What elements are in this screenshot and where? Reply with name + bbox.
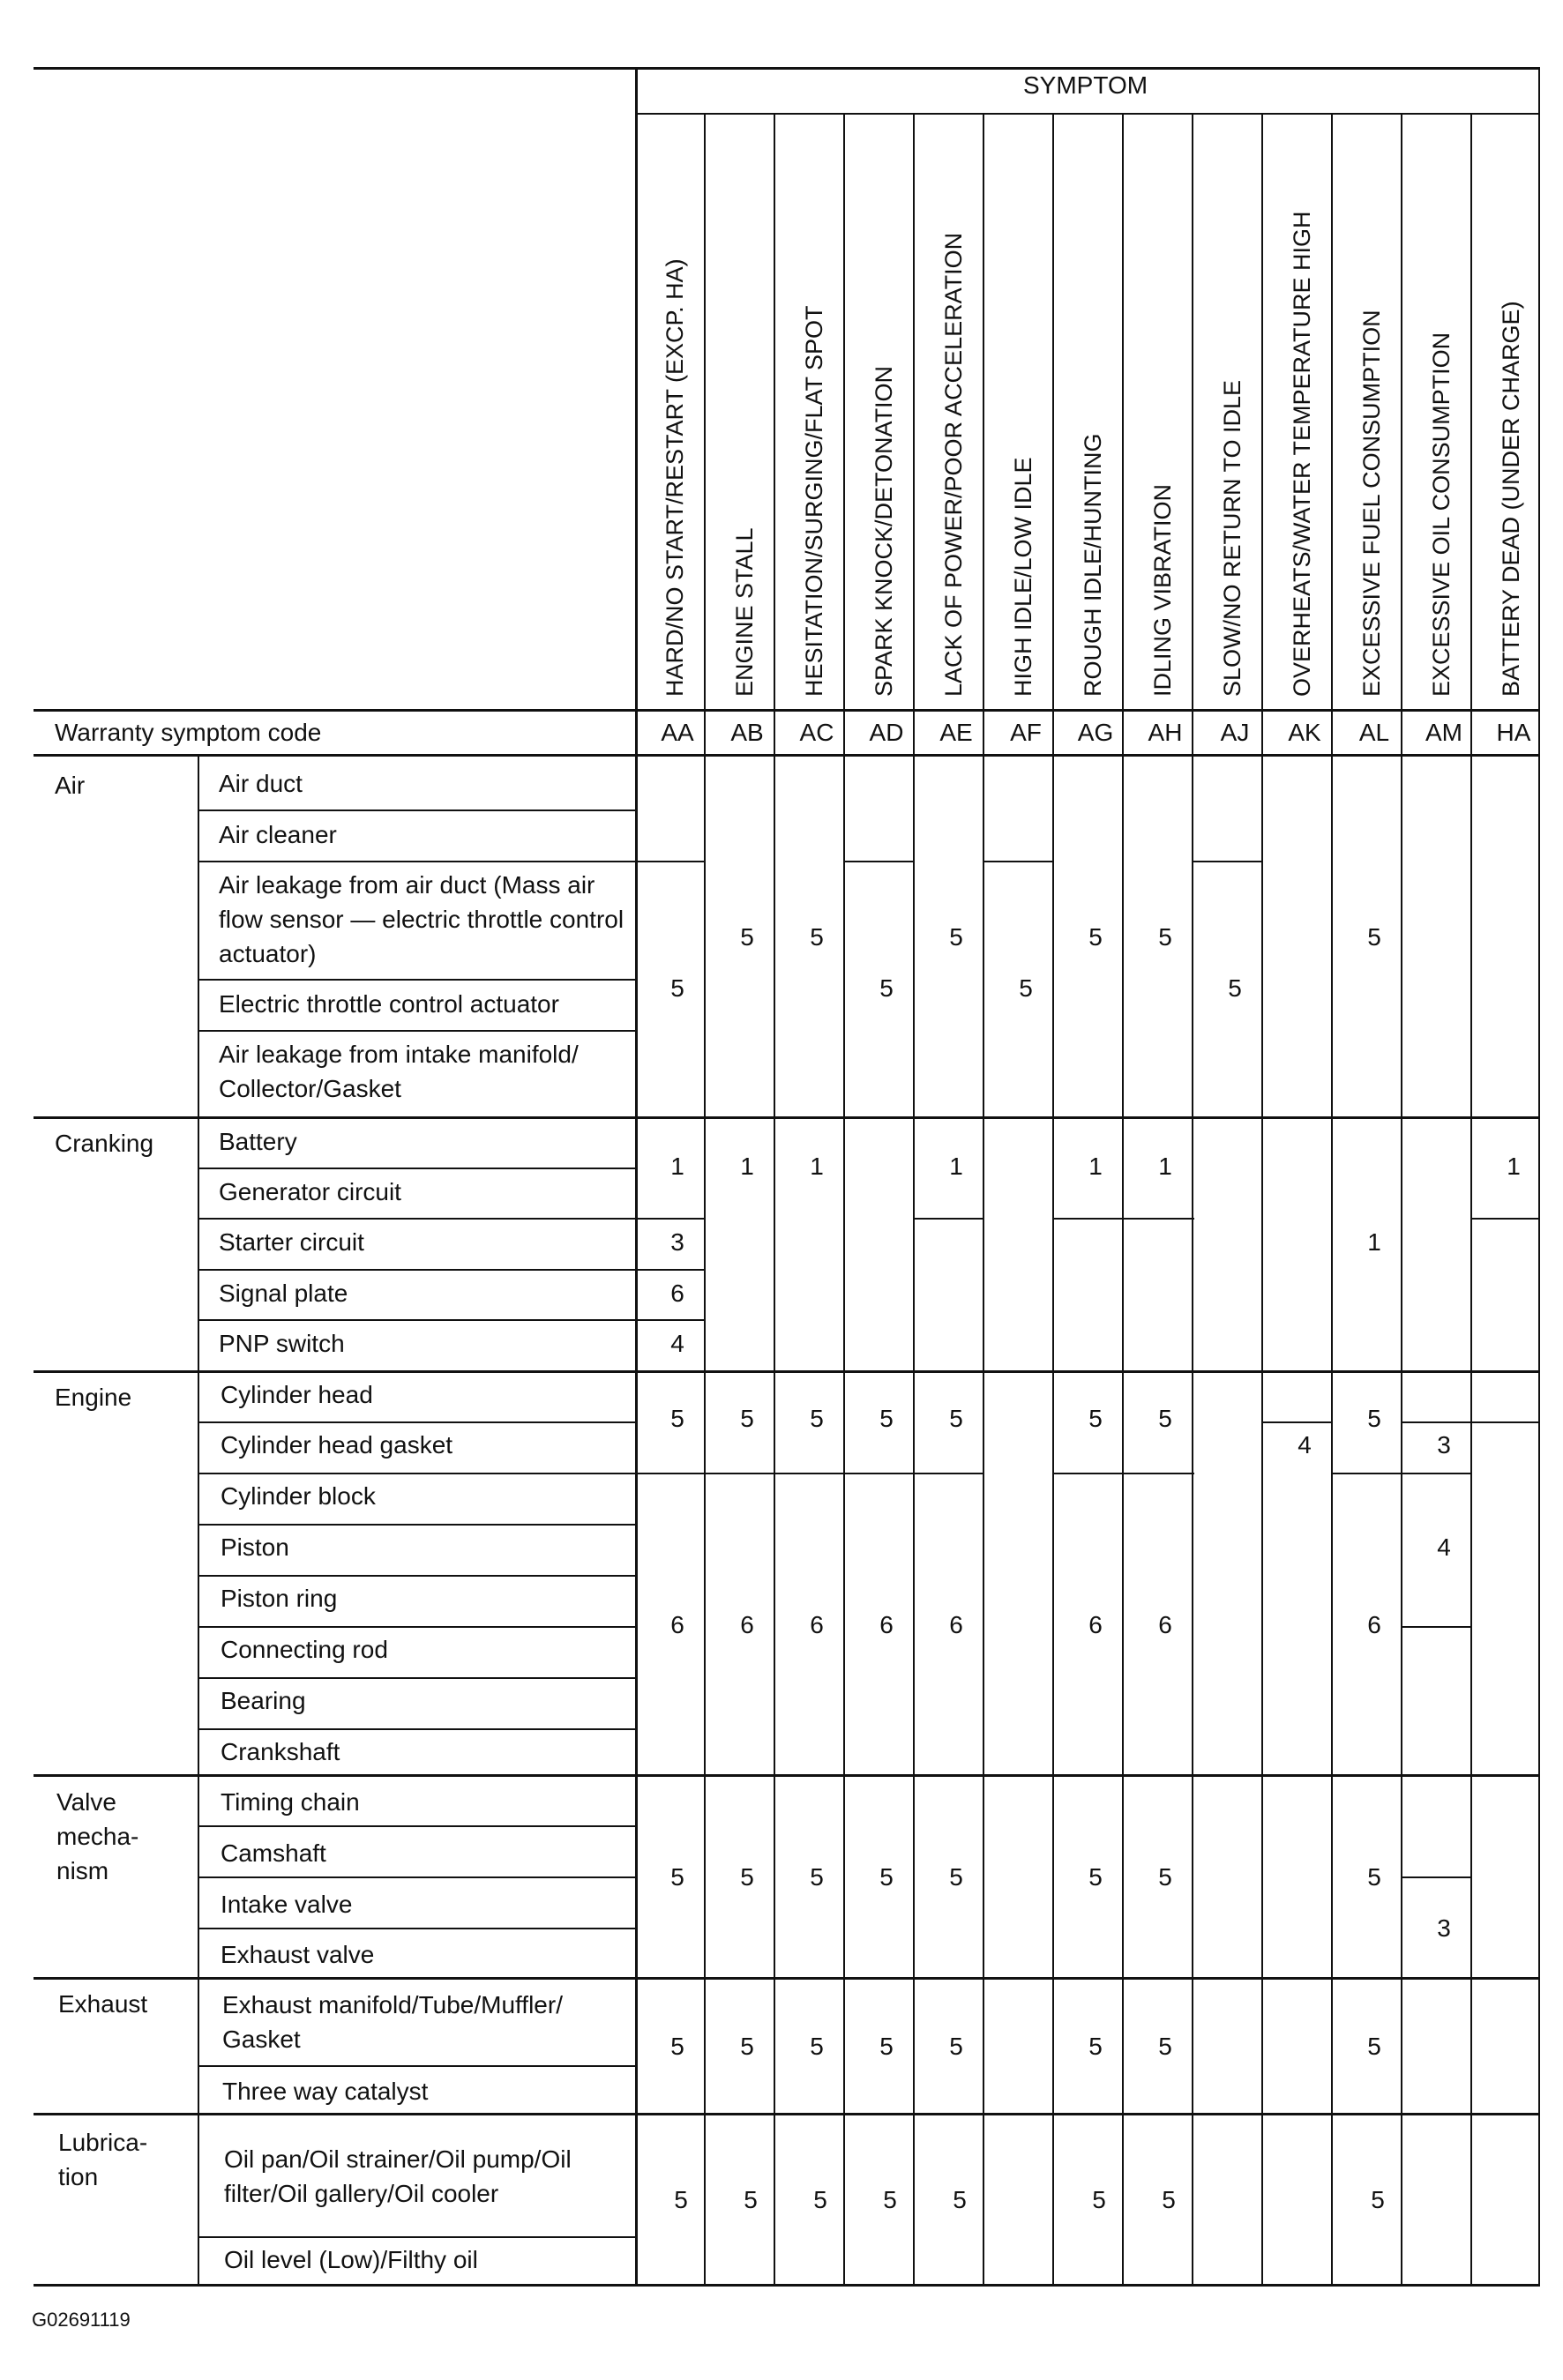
valve-aa: 5	[670, 1863, 684, 1891]
lube-ah: 5	[1162, 2186, 1176, 2213]
item-cylinder-block: Cylinder block	[221, 1482, 376, 1510]
item-oil-pan-etc: Oil pan/Oil strainer/Oil pump/Oil filter/Oil gallery/Oil cooler	[224, 2145, 572, 2207]
signal-plate-aa: 6	[670, 1280, 684, 1307]
piston-am: 4	[1437, 1533, 1451, 1561]
lube-al: 5	[1371, 2186, 1385, 2213]
item-pnp-switch: PNP switch	[219, 1330, 345, 1357]
symptom-name-ad: SPARK KNOCK/DETONATION	[871, 365, 897, 697]
group-label-engine: Engine	[55, 1384, 132, 1411]
item-crankshaft: Crankshaft	[221, 1738, 340, 1765]
air-ac: 5	[810, 923, 824, 951]
group-label-lubrication: Lubrica- tion	[58, 2129, 148, 2190]
exhaust-al: 5	[1367, 2033, 1381, 2060]
block-ae: 6	[949, 1611, 963, 1638]
valve-ac: 5	[810, 1863, 824, 1891]
gasket-ak: 4	[1298, 1431, 1312, 1459]
symptom-name-ah: IDLING VIBRATION	[1149, 483, 1176, 697]
exhaust-ab: 5	[740, 2033, 754, 2060]
figure-id: G02691119	[32, 2309, 131, 2331]
item-three-way-catalyst: Three way catalyst	[222, 2078, 429, 2105]
item-piston-ring: Piston ring	[221, 1585, 338, 1612]
code-ad: AD	[869, 719, 904, 746]
air-ag: 5	[1088, 923, 1103, 951]
group-label-cranking: Cranking	[55, 1130, 154, 1157]
code-al: AL	[1358, 719, 1390, 746]
battery-ac: 1	[810, 1153, 824, 1180]
valve-al: 5	[1367, 1863, 1381, 1891]
item-exhaust-valve: Exhaust valve	[221, 1941, 375, 1968]
exhaust-aa: 5	[670, 2033, 684, 2060]
item-cylinder-head-gasket: Cylinder head gasket	[221, 1431, 453, 1459]
item-generator-circuit: Generator circuit	[219, 1178, 401, 1205]
head-ac: 5	[810, 1405, 824, 1432]
group-label-valve-mechanism: Valve mecha- nism	[56, 1788, 139, 1884]
symptom-name-ac: HESITATION/SURGING/FLAT SPOT	[801, 305, 827, 697]
item-camshaft: Camshaft	[221, 1839, 326, 1867]
lube-ac: 5	[813, 2186, 827, 2213]
code-ah: AH	[1148, 719, 1183, 746]
code-af: AF	[1010, 719, 1042, 746]
symptom-name-aa: HARD/NO START/RESTART (EXCP. HA)	[662, 258, 688, 697]
item-intake-valve: Intake valve	[221, 1891, 353, 1918]
valve-am: 3	[1437, 1914, 1451, 1942]
symptom-name-al: EXCESSIVE FUEL CONSUMPTION	[1358, 310, 1385, 697]
symptom-name-ag: ROUGH IDLE/HUNTING	[1080, 433, 1106, 697]
item-starter-circuit: Starter circuit	[219, 1228, 364, 1256]
symptom-name-ak: OVERHEATS/WATER TEMPERATURE HIGH	[1289, 211, 1315, 697]
code-ag: AG	[1077, 719, 1114, 746]
lube-ae: 5	[953, 2186, 967, 2213]
valve-ad: 5	[879, 1863, 894, 1891]
head-ad: 5	[879, 1405, 894, 1432]
group-label-air: Air	[55, 772, 86, 799]
head-al: 5	[1367, 1405, 1381, 1432]
exhaust-ae: 5	[949, 2033, 963, 2060]
item-air-leakage-intake-manifold: Air leakage from intake manifold/ Collector/Gasket	[219, 1041, 579, 1102]
starter-aa: 3	[670, 1228, 684, 1256]
valve-ae: 5	[949, 1863, 963, 1891]
item-oil-level: Oil level (Low)/Filthy oil	[224, 2246, 478, 2273]
code-am: AM	[1425, 719, 1462, 746]
exhaust-ad: 5	[879, 2033, 894, 2060]
code-aa: AA	[661, 719, 694, 746]
symptom-title: SYMPTOM	[1023, 71, 1148, 99]
block-al: 6	[1367, 1611, 1381, 1638]
air-ab: 5	[740, 923, 754, 951]
warranty-symptom-code-label: Warranty symptom code	[55, 719, 322, 746]
symptom-name-ha: BATTERY DEAD (UNDER CHARGE)	[1498, 301, 1524, 697]
battery-ag: 1	[1088, 1153, 1103, 1180]
battery-aa: 1	[670, 1153, 684, 1180]
symptom-name-aj: SLOW/NO RETURN TO IDLE	[1219, 379, 1245, 697]
pnp-aa: 4	[670, 1330, 684, 1357]
valve-ab: 5	[740, 1863, 754, 1891]
exhaust-ag: 5	[1088, 2033, 1103, 2060]
valve-ag: 5	[1088, 1863, 1103, 1891]
item-piston: Piston	[221, 1533, 289, 1561]
item-bearing: Bearing	[221, 1687, 306, 1714]
battery-ha: 1	[1507, 1153, 1521, 1180]
group-label-exhaust: Exhaust	[58, 1990, 148, 2018]
code-ac: AC	[799, 719, 834, 746]
symptom-name-am: EXCESSIVE OIL CONSUMPTION	[1428, 332, 1455, 697]
air-af: 5	[1019, 974, 1033, 1002]
exhaust-ac: 5	[810, 2033, 824, 2060]
head-ae: 5	[949, 1405, 963, 1432]
lube-ab: 5	[744, 2186, 758, 2213]
item-air-leakage-air-duct: Air leakage from air duct (Mass air flow sensor — electric throttle control actuator)	[219, 871, 624, 967]
block-ah: 6	[1158, 1611, 1172, 1638]
code-ak: AK	[1288, 719, 1321, 746]
item-timing-chain: Timing chain	[221, 1788, 360, 1816]
air-ae: 5	[949, 923, 963, 951]
block-ag: 6	[1088, 1611, 1103, 1638]
block-ab: 6	[740, 1611, 754, 1638]
item-connecting-rod: Connecting rod	[221, 1636, 388, 1663]
air-ad: 5	[879, 974, 894, 1002]
head-ab: 5	[740, 1405, 754, 1432]
block-ad: 6	[879, 1611, 894, 1638]
code-aj: AJ	[1220, 719, 1250, 746]
block-ac: 6	[810, 1611, 824, 1638]
symptom-name-ab: ENGINE STALL	[731, 527, 758, 697]
lube-ad: 5	[883, 2186, 897, 2213]
gasket-am: 3	[1437, 1431, 1451, 1459]
exhaust-ah: 5	[1158, 2033, 1172, 2060]
code-ha: HA	[1496, 719, 1531, 746]
code-ab: AB	[730, 719, 764, 746]
air-ah: 5	[1158, 923, 1172, 951]
lube-aa: 5	[674, 2186, 688, 2213]
air-aa: 5	[670, 974, 684, 1002]
head-aa: 5	[670, 1405, 684, 1432]
symptom-name-ae: LACK OF POWER/POOR ACCELERATION	[940, 232, 967, 697]
code-ae: AE	[939, 719, 973, 746]
item-signal-plate: Signal plate	[219, 1280, 348, 1307]
item-air-duct: Air duct	[219, 770, 303, 797]
item-electric-throttle-actuator: Electric throttle control actuator	[219, 990, 559, 1018]
item-exhaust-manifold: Exhaust manifold/Tube/Muffler/ Gasket	[222, 1991, 563, 2053]
block-aa: 6	[670, 1611, 684, 1638]
battery-ab: 1	[740, 1153, 754, 1180]
valve-ah: 5	[1158, 1863, 1172, 1891]
item-battery: Battery	[219, 1128, 297, 1155]
item-cylinder-head: Cylinder head	[221, 1381, 373, 1408]
starter-al: 1	[1367, 1228, 1381, 1256]
air-aj: 5	[1228, 974, 1242, 1002]
battery-ae: 1	[949, 1153, 963, 1180]
symptom-name-af: HIGH IDLE/LOW IDLE	[1010, 457, 1036, 697]
battery-ah: 1	[1158, 1153, 1172, 1180]
head-ag: 5	[1088, 1405, 1103, 1432]
air-al: 5	[1367, 923, 1381, 951]
item-air-cleaner: Air cleaner	[219, 821, 337, 848]
head-ah: 5	[1158, 1405, 1172, 1432]
lube-ag: 5	[1092, 2186, 1106, 2213]
